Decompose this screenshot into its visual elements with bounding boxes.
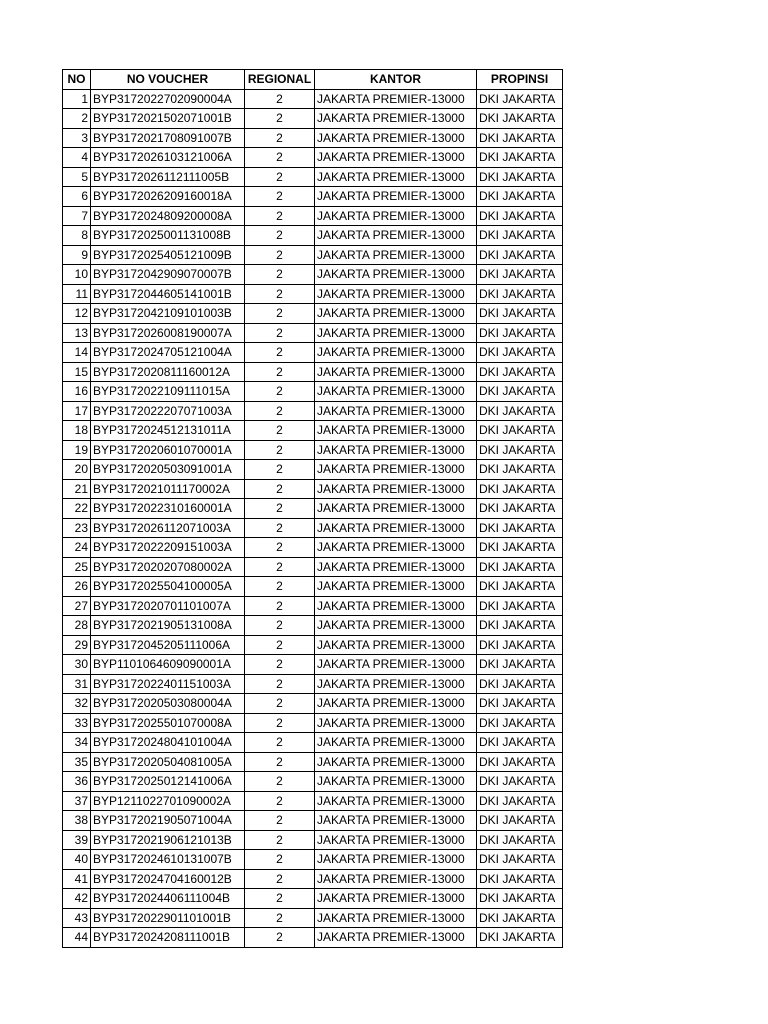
cell-regional: 2 [245,538,315,558]
cell-propinsi: DKI JAKARTA [477,343,563,363]
table-row [63,479,563,499]
table-row [63,187,563,207]
cell-regional: 2 [245,791,315,811]
cell-no-voucher: BYP3172025504100005A [91,577,245,597]
cell-kantor: JAKARTA PREMIER-13000 [315,284,477,304]
header-regional: REGIONAL [245,70,315,90]
cell-no-voucher: BYP3172042109101003B [91,304,245,324]
cell-no: 41 [63,869,91,889]
cell-no: 42 [63,889,91,909]
header-no: NO [63,70,91,90]
cell-regional: 2 [245,928,315,948]
cell-regional: 2 [245,772,315,792]
table-row [63,538,563,558]
cell-regional: 2 [245,596,315,616]
cell-propinsi: DKI JAKARTA [477,850,563,870]
table-row [63,382,563,402]
cell-kantor: JAKARTA PREMIER-13000 [315,518,477,538]
cell-kantor: JAKARTA PREMIER-13000 [315,791,477,811]
cell-kantor: JAKARTA PREMIER-13000 [315,635,477,655]
cell-no-voucher: BYP3172025001131008B [91,226,245,246]
voucher-table [62,69,563,948]
cell-kantor: JAKARTA PREMIER-13000 [315,830,477,850]
header-no-voucher: NO VOUCHER [91,70,245,90]
cell-no-voucher: BYP3172025012141006A [91,772,245,792]
cell-no-voucher: BYP3172045205111006A [91,635,245,655]
cell-regional: 2 [245,889,315,909]
cell-no-voucher: BYP3172021905071004A [91,811,245,831]
cell-no-voucher: BYP3172022901101001B [91,908,245,928]
table-row [63,772,563,792]
cell-propinsi: DKI JAKARTA [477,362,563,382]
cell-no: 39 [63,830,91,850]
table-row [63,694,563,714]
cell-no: 1 [63,89,91,109]
table-row [63,109,563,129]
cell-regional: 2 [245,109,315,129]
cell-regional: 2 [245,655,315,675]
cell-propinsi: DKI JAKARTA [477,167,563,187]
cell-regional: 2 [245,733,315,753]
cell-no-voucher: BYP3172025405121009B [91,245,245,265]
cell-no: 13 [63,323,91,343]
cell-kantor: JAKARTA PREMIER-13000 [315,323,477,343]
cell-regional: 2 [245,830,315,850]
cell-no-voucher: BYP3172021906121013B [91,830,245,850]
table-row [63,167,563,187]
cell-no: 35 [63,752,91,772]
cell-no-voucher: BYP3172022401151003A [91,674,245,694]
cell-propinsi: DKI JAKARTA [477,538,563,558]
cell-propinsi: DKI JAKARTA [477,401,563,421]
cell-no: 6 [63,187,91,207]
cell-regional: 2 [245,440,315,460]
cell-propinsi: DKI JAKARTA [477,479,563,499]
cell-no-voucher: BYP1101064609090001A [91,655,245,675]
table-row [63,343,563,363]
cell-propinsi: DKI JAKARTA [477,206,563,226]
cell-kantor: JAKARTA PREMIER-13000 [315,752,477,772]
table-row [63,226,563,246]
cell-no: 24 [63,538,91,558]
cell-regional: 2 [245,616,315,636]
table-row [63,869,563,889]
cell-kantor: JAKARTA PREMIER-13000 [315,577,477,597]
cell-regional: 2 [245,148,315,168]
cell-no: 7 [63,206,91,226]
cell-regional: 2 [245,206,315,226]
cell-no: 9 [63,245,91,265]
cell-no: 36 [63,772,91,792]
cell-kantor: JAKARTA PREMIER-13000 [315,538,477,558]
cell-kantor: JAKARTA PREMIER-13000 [315,733,477,753]
cell-regional: 2 [245,245,315,265]
cell-no: 30 [63,655,91,675]
cell-propinsi: DKI JAKARTA [477,694,563,714]
cell-no-voucher: BYP3172024406111004B [91,889,245,909]
cell-kantor: JAKARTA PREMIER-13000 [315,167,477,187]
cell-kantor: JAKARTA PREMIER-13000 [315,713,477,733]
cell-propinsi: DKI JAKARTA [477,908,563,928]
cell-no: 31 [63,674,91,694]
cell-regional: 2 [245,479,315,499]
cell-kantor: JAKARTA PREMIER-13000 [315,440,477,460]
cell-kantor: JAKARTA PREMIER-13000 [315,109,477,129]
table-row [63,89,563,109]
cell-kantor: JAKARTA PREMIER-13000 [315,304,477,324]
cell-no-voucher: BYP3172026209160018A [91,187,245,207]
cell-no-voucher: BYP3172026008190007A [91,323,245,343]
table-row [63,362,563,382]
table-row [63,596,563,616]
cell-propinsi: DKI JAKARTA [477,460,563,480]
cell-regional: 2 [245,499,315,519]
cell-propinsi: DKI JAKARTA [477,382,563,402]
cell-propinsi: DKI JAKARTA [477,635,563,655]
table-row [63,518,563,538]
cell-no-voucher: BYP3172021502071001B [91,109,245,129]
cell-no-voucher: BYP3172024809200008A [91,206,245,226]
cell-regional: 2 [245,128,315,148]
cell-no: 33 [63,713,91,733]
table-row [63,752,563,772]
cell-no: 3 [63,128,91,148]
cell-no-voucher: BYP3172021708091007B [91,128,245,148]
cell-no: 23 [63,518,91,538]
header-row [63,70,563,90]
cell-regional: 2 [245,460,315,480]
cell-no: 32 [63,694,91,714]
cell-no-voucher: BYP3172022702090004A [91,89,245,109]
cell-propinsi: DKI JAKARTA [477,772,563,792]
cell-no-voucher: BYP3172020207080002A [91,557,245,577]
cell-kantor: JAKARTA PREMIER-13000 [315,811,477,831]
cell-propinsi: DKI JAKARTA [477,733,563,753]
cell-kantor: JAKARTA PREMIER-13000 [315,148,477,168]
cell-kantor: JAKARTA PREMIER-13000 [315,772,477,792]
cell-propinsi: DKI JAKARTA [477,148,563,168]
cell-no-voucher: BYP3172020701101007A [91,596,245,616]
cell-kantor: JAKARTA PREMIER-13000 [315,479,477,499]
cell-no: 16 [63,382,91,402]
cell-propinsi: DKI JAKARTA [477,187,563,207]
cell-no: 38 [63,811,91,831]
cell-no-voucher: BYP3172022109111015A [91,382,245,402]
cell-no: 27 [63,596,91,616]
cell-no-voucher: BYP3172020503091001A [91,460,245,480]
cell-no: 19 [63,440,91,460]
table-row [63,908,563,928]
cell-no: 18 [63,421,91,441]
cell-no-voucher: BYP3172025501070008A [91,713,245,733]
cell-kantor: JAKARTA PREMIER-13000 [315,89,477,109]
cell-no-voucher: BYP3172024804101004A [91,733,245,753]
cell-no-voucher: BYP3172021011170002A [91,479,245,499]
header-propinsi: PROPINSI [477,70,563,90]
table-row [63,148,563,168]
cell-regional: 2 [245,343,315,363]
cell-no-voucher: BYP3172026103121006A [91,148,245,168]
cell-kantor: JAKARTA PREMIER-13000 [315,850,477,870]
cell-regional: 2 [245,284,315,304]
cell-regional: 2 [245,362,315,382]
cell-regional: 2 [245,518,315,538]
cell-no-voucher: BYP3172024208111001B [91,928,245,948]
table-row [63,635,563,655]
cell-regional: 2 [245,811,315,831]
cell-no-voucher: BYP3172022310160001A [91,499,245,519]
cell-no: 4 [63,148,91,168]
cell-no: 26 [63,577,91,597]
cell-propinsi: DKI JAKARTA [477,674,563,694]
cell-propinsi: DKI JAKARTA [477,830,563,850]
cell-regional: 2 [245,323,315,343]
cell-propinsi: DKI JAKARTA [477,245,563,265]
cell-no: 11 [63,284,91,304]
cell-propinsi: DKI JAKARTA [477,577,563,597]
cell-kantor: JAKARTA PREMIER-13000 [315,421,477,441]
cell-no: 37 [63,791,91,811]
cell-kantor: JAKARTA PREMIER-13000 [315,128,477,148]
cell-no-voucher: BYP3172020811160012A [91,362,245,382]
table-row [63,655,563,675]
cell-propinsi: DKI JAKARTA [477,869,563,889]
table-row [63,811,563,831]
table-row [63,323,563,343]
cell-kantor: JAKARTA PREMIER-13000 [315,596,477,616]
cell-no-voucher: BYP3172026112071003A [91,518,245,538]
cell-kantor: JAKARTA PREMIER-13000 [315,343,477,363]
cell-propinsi: DKI JAKARTA [477,518,563,538]
cell-no: 17 [63,401,91,421]
cell-propinsi: DKI JAKARTA [477,284,563,304]
table-row [63,889,563,909]
cell-kantor: JAKARTA PREMIER-13000 [315,655,477,675]
table-row [63,206,563,226]
cell-propinsi: DKI JAKARTA [477,440,563,460]
cell-no: 8 [63,226,91,246]
cell-kantor: JAKARTA PREMIER-13000 [315,694,477,714]
cell-regional: 2 [245,635,315,655]
cell-no: 25 [63,557,91,577]
cell-propinsi: DKI JAKARTA [477,713,563,733]
cell-no-voucher: BYP3172022209151003A [91,538,245,558]
table-row [63,128,563,148]
table-body [63,89,563,947]
cell-regional: 2 [245,577,315,597]
cell-propinsi: DKI JAKARTA [477,616,563,636]
cell-no-voucher: BYP3172044605141001B [91,284,245,304]
cell-kantor: JAKARTA PREMIER-13000 [315,928,477,948]
cell-regional: 2 [245,850,315,870]
cell-no: 29 [63,635,91,655]
cell-regional: 2 [245,382,315,402]
cell-no: 40 [63,850,91,870]
table-row [63,265,563,285]
cell-no: 21 [63,479,91,499]
cell-kantor: JAKARTA PREMIER-13000 [315,401,477,421]
cell-propinsi: DKI JAKARTA [477,265,563,285]
cell-propinsi: DKI JAKARTA [477,421,563,441]
cell-propinsi: DKI JAKARTA [477,109,563,129]
cell-regional: 2 [245,187,315,207]
table-row [63,830,563,850]
cell-regional: 2 [245,167,315,187]
table-row [63,713,563,733]
table-row [63,791,563,811]
cell-no: 34 [63,733,91,753]
table-row [63,304,563,324]
cell-kantor: JAKARTA PREMIER-13000 [315,889,477,909]
cell-kantor: JAKARTA PREMIER-13000 [315,674,477,694]
table-row [63,616,563,636]
cell-kantor: JAKARTA PREMIER-13000 [315,499,477,519]
cell-propinsi: DKI JAKARTA [477,928,563,948]
cell-no: 5 [63,167,91,187]
cell-propinsi: DKI JAKARTA [477,304,563,324]
cell-propinsi: DKI JAKARTA [477,128,563,148]
cell-kantor: JAKARTA PREMIER-13000 [315,245,477,265]
cell-propinsi: DKI JAKARTA [477,811,563,831]
cell-propinsi: DKI JAKARTA [477,791,563,811]
cell-no-voucher: BYP3172024705121004A [91,343,245,363]
cell-no-voucher: BYP3172024610131007B [91,850,245,870]
cell-regional: 2 [245,401,315,421]
cell-kantor: JAKARTA PREMIER-13000 [315,206,477,226]
table-row [63,499,563,519]
cell-no-voucher: BYP3172024704160012B [91,869,245,889]
cell-propinsi: DKI JAKARTA [477,323,563,343]
cell-propinsi: DKI JAKARTA [477,226,563,246]
table-row [63,440,563,460]
table-row [63,421,563,441]
cell-regional: 2 [245,674,315,694]
table-row [63,733,563,753]
cell-kantor: JAKARTA PREMIER-13000 [315,557,477,577]
cell-kantor: JAKARTA PREMIER-13000 [315,362,477,382]
table-row [63,850,563,870]
cell-kantor: JAKARTA PREMIER-13000 [315,908,477,928]
cell-propinsi: DKI JAKARTA [477,557,563,577]
cell-no-voucher: BYP3172022207071003A [91,401,245,421]
cell-propinsi: DKI JAKARTA [477,89,563,109]
cell-propinsi: DKI JAKARTA [477,499,563,519]
cell-no: 10 [63,265,91,285]
cell-propinsi: DKI JAKARTA [477,752,563,772]
cell-kantor: JAKARTA PREMIER-13000 [315,616,477,636]
cell-regional: 2 [245,265,315,285]
cell-no-voucher: BYP3172024512131011A [91,421,245,441]
cell-regional: 2 [245,713,315,733]
cell-propinsi: DKI JAKARTA [477,655,563,675]
cell-regional: 2 [245,908,315,928]
cell-regional: 2 [245,694,315,714]
cell-kantor: JAKARTA PREMIER-13000 [315,382,477,402]
cell-no-voucher: BYP3172021905131008A [91,616,245,636]
table-row [63,284,563,304]
cell-regional: 2 [245,557,315,577]
cell-no-voucher: BYP3172020503080004A [91,694,245,714]
cell-no: 12 [63,304,91,324]
table-row [63,245,563,265]
cell-no: 43 [63,908,91,928]
cell-regional: 2 [245,226,315,246]
cell-no: 2 [63,109,91,129]
cell-no-voucher: BYP3172020504081005A [91,752,245,772]
table-row [63,557,563,577]
header-kantor: KANTOR [315,70,477,90]
table-row [63,577,563,597]
cell-regional: 2 [245,304,315,324]
cell-no: 44 [63,928,91,948]
cell-no: 20 [63,460,91,480]
cell-no-voucher: BYP3172026112111005B [91,167,245,187]
cell-propinsi: DKI JAKARTA [477,889,563,909]
cell-kantor: JAKARTA PREMIER-13000 [315,460,477,480]
cell-kantor: JAKARTA PREMIER-13000 [315,226,477,246]
cell-regional: 2 [245,869,315,889]
cell-no: 14 [63,343,91,363]
table-row [63,460,563,480]
cell-no: 15 [63,362,91,382]
cell-no: 28 [63,616,91,636]
cell-no-voucher: BYP3172042909070007B [91,265,245,285]
cell-no-voucher: BYP3172020601070001A [91,440,245,460]
cell-no: 22 [63,499,91,519]
cell-no-voucher: BYP1211022701090002A [91,791,245,811]
cell-regional: 2 [245,752,315,772]
table-row [63,674,563,694]
cell-propinsi: DKI JAKARTA [477,596,563,616]
cell-regional: 2 [245,89,315,109]
cell-kantor: JAKARTA PREMIER-13000 [315,187,477,207]
cell-kantor: JAKARTA PREMIER-13000 [315,869,477,889]
cell-kantor: JAKARTA PREMIER-13000 [315,265,477,285]
cell-regional: 2 [245,421,315,441]
table-row [63,928,563,948]
table-row [63,401,563,421]
